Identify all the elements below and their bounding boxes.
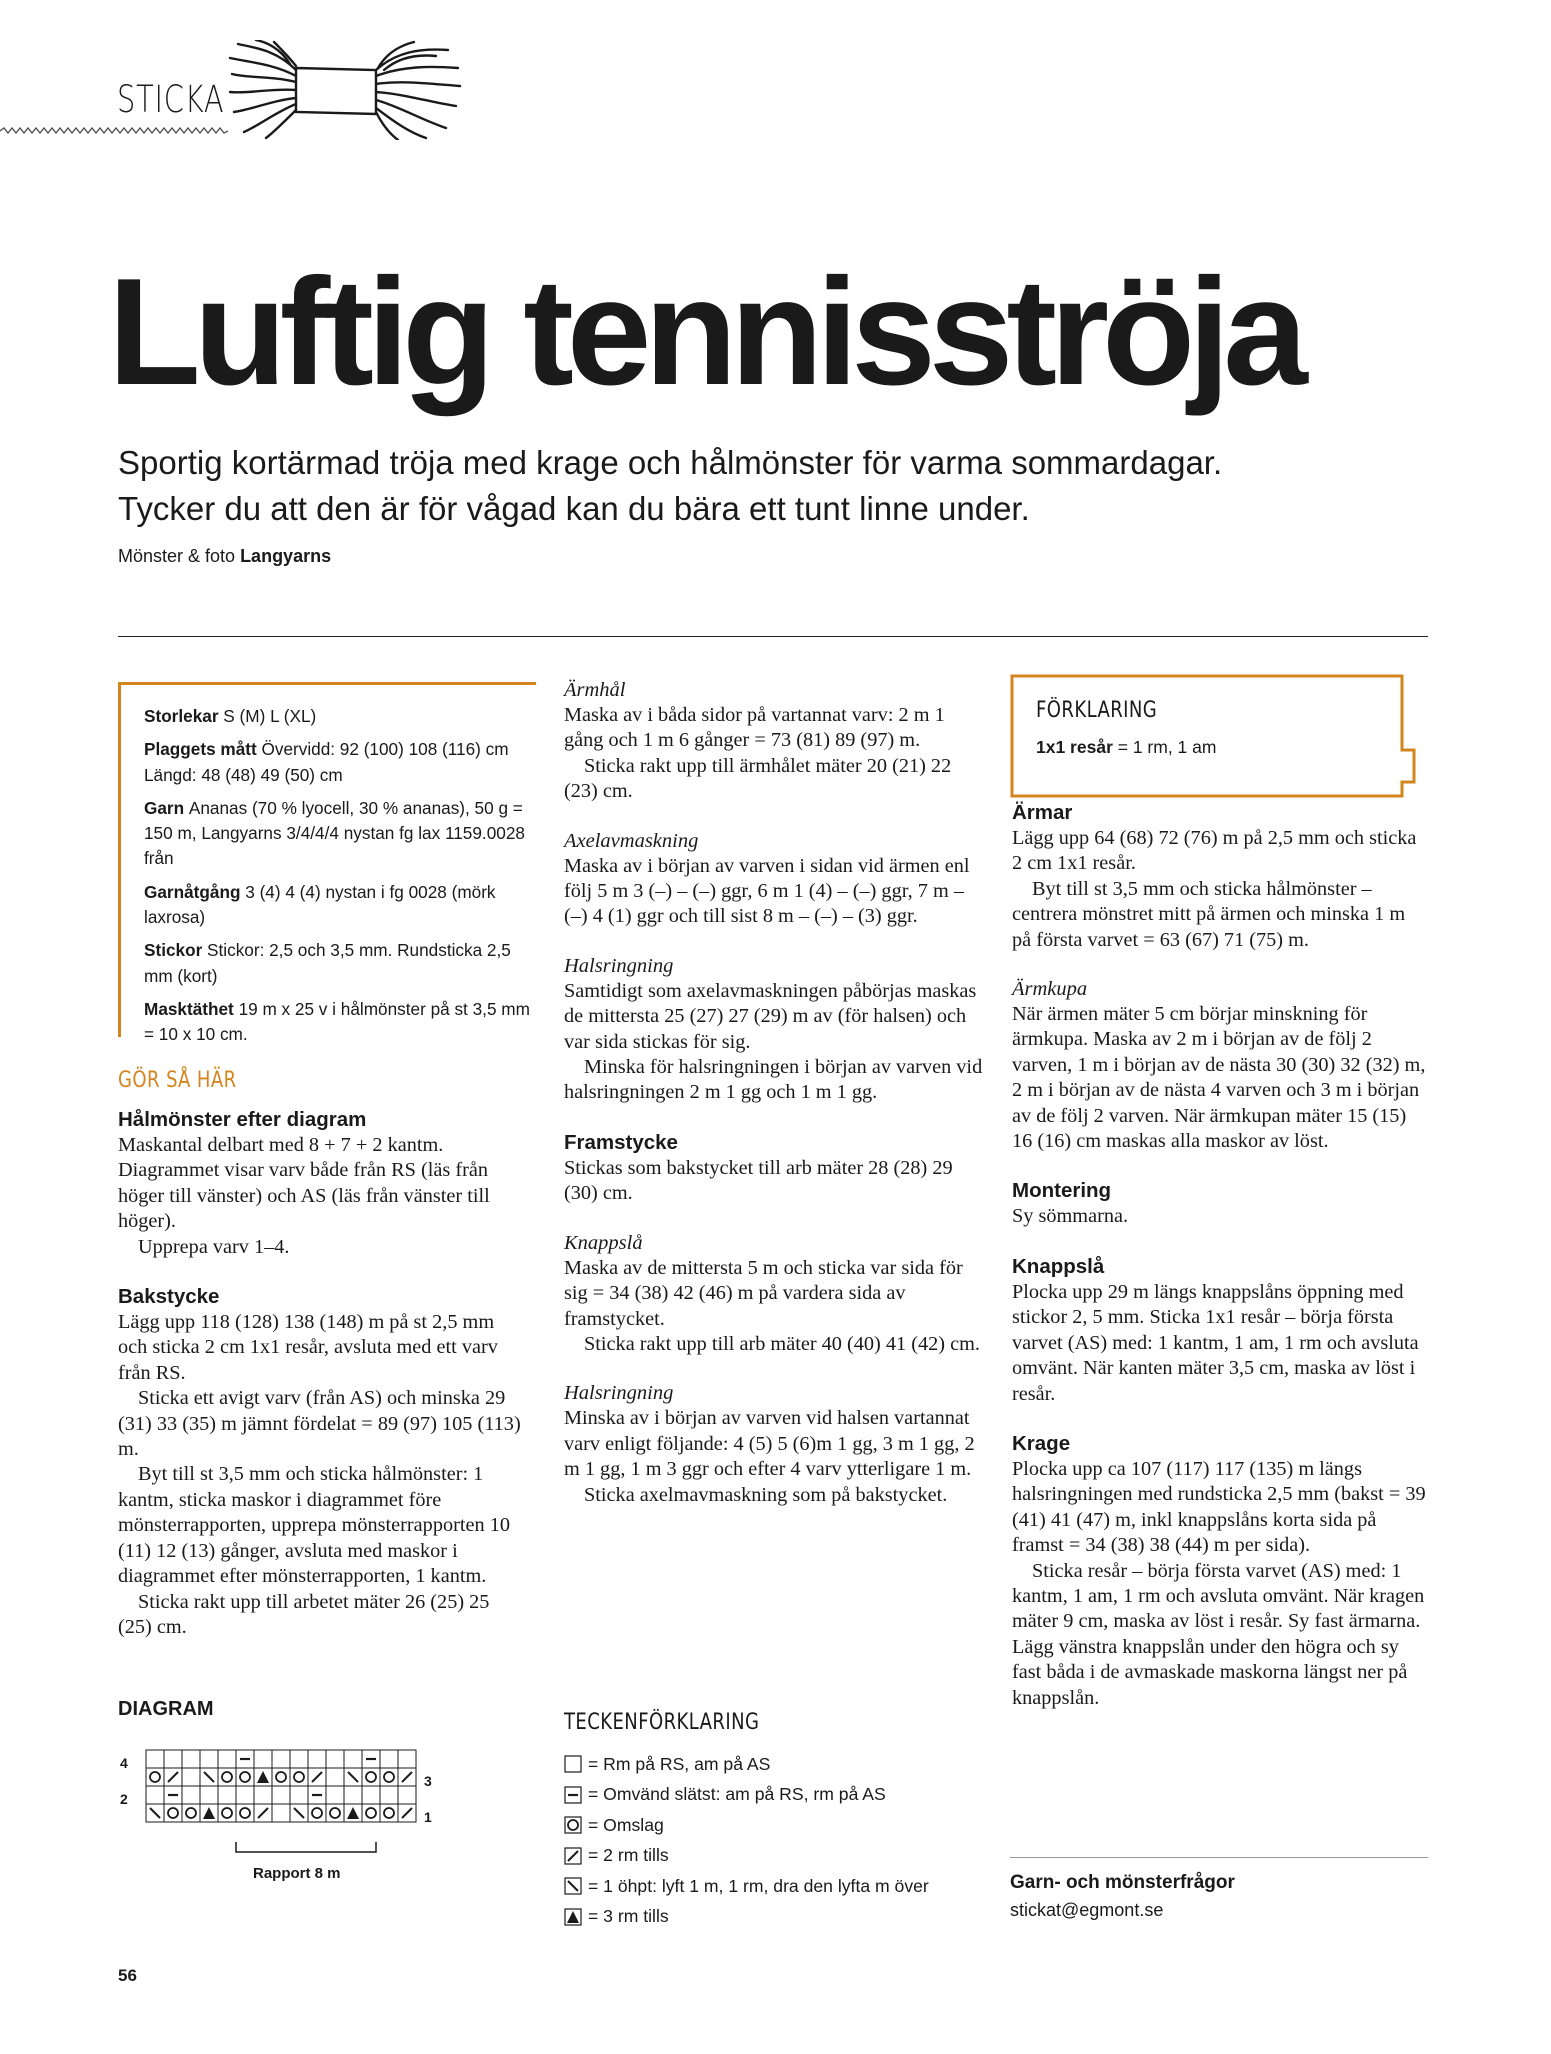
- skp-symbol-icon: [564, 1877, 582, 1895]
- explanation-title: FÖRKLARING: [1036, 698, 1158, 723]
- heading-button-band: Knappslå: [1012, 1254, 1105, 1278]
- chart-symbol: [348, 1772, 358, 1782]
- zigzag-divider: [0, 126, 228, 136]
- fact-yarn-amount: Garnåtgång 3 (4) 4 (4) nystan i fg 0028 (mörk laxrosa): [144, 881, 496, 928]
- credit-name: Langyarns: [240, 546, 332, 566]
- fact-yarn: Garn Ananas (70 % lyocell, 30 % ananas), 50 g = 150 m, Langyarns 3/4/4/4 nystan fg lax 1159.0028 från: [144, 797, 525, 869]
- paragraph: Maska av de mittersta 5 m och sticka var sida för sig = 34 (38) 42 (46) m på vardera sida av framstycket.: [564, 1256, 963, 1330]
- legend-item: = 1 öhpt: lyft 1 m, 1 rm, dra den lyfta m över: [564, 1871, 984, 1902]
- credit-prefix: Mönster & foto: [118, 546, 241, 566]
- chart-symbol: [347, 1807, 359, 1819]
- chart-symbol: [366, 1808, 376, 1818]
- subtitle: [118, 440, 1418, 532]
- paragraph: Minska av i början av varven vid halsen vartannat varv enligt följande: 4 (5) 5 (6)m 1 gg, 3 m 1 gg, 2 m 1 gg, 1 m 3 ggr och efter 4 varv ytterligare 1 m.: [564, 1407, 975, 1481]
- knit-symbol-icon: [564, 1755, 582, 1773]
- paragraph: Sticka rakt upp till arbetet mäter 26 (25) 25 (25) cm.: [118, 1590, 490, 1638]
- paragraph: Sticka axelmavmaskning som på bakstycket.: [584, 1483, 948, 1506]
- chart-cell: [326, 1804, 344, 1822]
- explanation-text: 1x1 resår = 1 rm, 1 am: [1036, 737, 1217, 757]
- heading-button-band: Knappslå: [564, 1231, 643, 1254]
- chart-symbol: [312, 1808, 322, 1818]
- chart-cell: [146, 1750, 164, 1768]
- row-label-4: 4: [120, 1755, 128, 1771]
- paragraph: Maska av i början av varven i sidan vid ärmen enl följ 5 m 3 (–) – (–) ggr, 6 m 1 (4) – (–) ggr, 7 m – (–) 4 (1) ggr och till sist 8 m – (–) – (3) ggr.: [564, 854, 970, 928]
- chart-cell: [218, 1804, 236, 1822]
- chart-cell: [164, 1750, 182, 1768]
- heading-shoulder: Axelavmaskning: [564, 829, 699, 852]
- paragraph: Minska för halsringningen i början av varven vid halsringningen 2 m 1 gg och 1 m 1 gg.: [564, 1056, 983, 1104]
- chart-symbol: [204, 1772, 214, 1782]
- chart-symbol: [384, 1808, 394, 1818]
- chart-cell: [182, 1750, 200, 1768]
- heading-neckline: Halsringning: [564, 954, 674, 977]
- legend-item: = 2 rm tills: [564, 1841, 984, 1872]
- chart-cell: [164, 1804, 182, 1822]
- chart-cell: [272, 1786, 290, 1804]
- chart-symbol: [258, 1808, 268, 1818]
- chart-cell: [236, 1768, 254, 1786]
- chart-cell: [398, 1750, 416, 1768]
- chart-cell: [146, 1786, 164, 1804]
- chart-symbol: [312, 1772, 322, 1782]
- subtitle-line-1: Sportig kortärmad tröja med krage och hålmönster för varma sommardagar.: [118, 444, 1223, 481]
- chart-cell: [182, 1768, 200, 1786]
- chart-symbol: [168, 1772, 178, 1782]
- heading-sleeves: Ärmar: [1012, 801, 1073, 824]
- chart-cell: [218, 1750, 236, 1768]
- facts-box-border-left: [118, 682, 121, 1037]
- chart-cell: [380, 1750, 398, 1768]
- paragraph: Sticka ett avigt varv (från AS) och minska 29 (31) 33 (35) m jämnt fördelat = 89 (97) 105 (113) m.: [118, 1387, 521, 1461]
- chart-cell: [362, 1786, 380, 1804]
- chart-symbol: [257, 1771, 269, 1783]
- legend: [564, 1710, 984, 1932]
- credit-line: [118, 546, 331, 567]
- heading-neckline-2: Halsringning: [564, 1382, 674, 1405]
- fact-gauge: Masktäthet 19 m x 25 v i hålmönster på st 3,5 mm = 10 x 10 cm.: [144, 998, 530, 1045]
- column-3: [1012, 800, 1428, 1711]
- questions-title: Garn- och mönsterfrågor: [1010, 1872, 1235, 1893]
- paragraph: Byt till st 3,5 mm och sticka hålmönster: 1 kantm, sticka maskor i diagrammet före mönsterrapporten, upprepa mönsterrapporten 10 (11) 12 (13) gånger, avsluta med maskor i diagrammet efter mönsterrapporten, 1 kantm.: [118, 1463, 510, 1588]
- paragraph: Maska av i båda sidor på vartannat varv: 2 m 1 gång och 1 m 6 gånger = 73 (81) 89 (97) m.: [564, 704, 945, 752]
- legend-item: = Rm på RS, am på AS: [564, 1749, 984, 1780]
- explanation-box: [1010, 674, 1416, 798]
- chart-symbol: [402, 1808, 412, 1818]
- heading-lace-pattern: Hålmönster efter diagram: [118, 1108, 367, 1131]
- facts-box: [118, 682, 538, 1045]
- chart-symbol: [330, 1808, 340, 1818]
- chart-cell: [146, 1768, 164, 1786]
- column-1: [118, 1068, 522, 1640]
- fact-sizes: Storlekar S (M) L (XL): [144, 706, 317, 726]
- chart-symbol: [150, 1808, 160, 1818]
- chart-cell: [218, 1786, 236, 1804]
- paragraph: Lägg upp 118 (128) 138 (148) m på st 2,5 mm och sticka 2 cm 1x1 resår, avsluta med ett varv från RS.: [118, 1311, 498, 1384]
- chart-symbol: [366, 1772, 376, 1782]
- paragraph: Lägg upp 64 (68) 72 (76) m på 2,5 mm och sticka 2 cm 1x1 resår.: [1012, 827, 1417, 875]
- heading-back-piece: Bakstycke: [118, 1285, 220, 1309]
- paragraph: Byt till st 3,5 mm och sticka hålmönster – centrera mönstret mitt på ärmen och minska 1 m på första varvet = 63 (67) 71 (75) m.: [1012, 877, 1406, 951]
- yarn-skein-icon: [226, 40, 462, 140]
- chart-symbol: [186, 1808, 196, 1818]
- contact-email[interactable]: stickat@egmont.se: [1010, 1900, 1164, 1920]
- repeat-label: Rapport 8 m: [253, 1865, 341, 1882]
- chart-cell: [326, 1768, 344, 1786]
- paragraph: Sticka resår – börja första varvet (AS) med: 1 kantm, 1 am, 1 rm och avsluta omvänt. När kragen mäter 9 cm, maska av löst i resår. Sy fast ärmarna. Lägg vänstra knappslån under den högra och sy fast båda i de avmaskade maskorna längst ner på knappslån.: [1012, 1559, 1425, 1709]
- paragraph: Stickas som bakstycket till arb mäter 28 (28) 29 (30) cm.: [564, 1156, 953, 1205]
- chart-cell: [236, 1804, 254, 1822]
- chart-cell: [236, 1786, 254, 1804]
- chart-symbol: [203, 1807, 215, 1819]
- heading-front-piece: Framstycke: [564, 1130, 678, 1154]
- heading-assembly: Montering: [1012, 1179, 1112, 1203]
- chart-cell: [290, 1786, 308, 1804]
- chart-symbol: [150, 1772, 160, 1782]
- chart-cell: [326, 1786, 344, 1804]
- paragraph: Upprepa varv 1–4.: [138, 1235, 290, 1258]
- chart-symbol: [240, 1772, 250, 1782]
- chart-cell: [380, 1786, 398, 1804]
- section-heading-instructions: GÖR SÅ HÄR: [118, 1068, 237, 1093]
- k3tog-symbol-icon: [564, 1908, 582, 1926]
- chart-cell: [362, 1804, 380, 1822]
- knitting-chart: [118, 1740, 448, 1890]
- column-2: [564, 678, 984, 1508]
- chart-cell: [290, 1768, 308, 1786]
- heading-armhole: Ärmhål: [564, 679, 626, 701]
- row-label-2: 2: [120, 1791, 128, 1807]
- chart-cell: [290, 1750, 308, 1768]
- chart-cell: [398, 1786, 416, 1804]
- paragraph: När ärmen mäter 5 cm börjar minskning för ärmkupa. Maska av 2 m i början av de följ 2 varven, 1 m i början av de nästa 30 (30) 32 (32) m, 2 m i början av de nästa 4 varven och 3 m i början av de följ 2 varven. När ärmkupan mäter 15 (15) 16 (16) cm maskas alla maskor av löst.: [1012, 1003, 1426, 1153]
- chart-cell: [272, 1750, 290, 1768]
- row-label-3: 3: [424, 1773, 432, 1789]
- chart-cell: [272, 1768, 290, 1786]
- chart-symbol: [294, 1808, 304, 1818]
- chart-cell: [326, 1750, 344, 1768]
- divider: [118, 636, 1428, 637]
- page-number: 56: [118, 1966, 137, 1985]
- chart-cell: [362, 1768, 380, 1786]
- k2tog-symbol-icon: [564, 1847, 582, 1865]
- paragraph: Maskantal delbart med 8 + 7 + 2 kantm. Diagrammet visar varv både från RS (läs från höger till vänster) och AS (läs från vänster till höger).: [118, 1134, 490, 1233]
- fact-needles: Stickor Stickor: 2,5 och 3,5 mm. Rundsticka 2,5 mm (kort): [144, 940, 511, 986]
- chart-cell: [254, 1750, 272, 1768]
- chart-cell: [200, 1786, 218, 1804]
- section-label: STICKA: [117, 78, 225, 121]
- row-label-1: 1: [424, 1809, 432, 1825]
- chart-cell: [182, 1786, 200, 1804]
- page-title: Luftig tennisströja: [108, 247, 1301, 417]
- paragraph: Sticka rakt upp till ärmhålet mäter 20 (21) 22 (23) cm.: [564, 754, 952, 803]
- facts-box-border-top: [118, 682, 536, 685]
- paragraph: Plocka upp 29 m längs knappslåns öppning med stickor 2, 5 mm. Sticka 1x1 resår – börja första varvet (AS) med: 1 kantm, 1 am, 1 rm och avsluta omvänt. När kanten mäter 3,5 cm, maska av löst i resår.: [1012, 1280, 1419, 1405]
- legend-title: TECKENFÖRKLARING: [564, 1710, 760, 1735]
- chart-symbol: [222, 1772, 232, 1782]
- chart-cell: [344, 1750, 362, 1768]
- heading-sleeve-cap: Ärmkupa: [1012, 978, 1088, 1001]
- chart-symbol: [240, 1808, 250, 1818]
- chart-symbol: [168, 1808, 178, 1818]
- chart-cell: [308, 1804, 326, 1822]
- chart-cell: [380, 1768, 398, 1786]
- chart-symbol: [276, 1772, 286, 1782]
- paragraph: Sticka rakt upp till arb mäter 40 (40) 41 (42) cm.: [584, 1332, 980, 1355]
- heading-collar: Krage: [1012, 1431, 1071, 1455]
- chart-symbol: [402, 1772, 412, 1782]
- diagram-title: DIAGRAM: [118, 1698, 214, 1720]
- legend-item: = Omslag: [564, 1810, 984, 1841]
- chart-symbol: [384, 1772, 394, 1782]
- chart-cell: [218, 1768, 236, 1786]
- chart-cell: [182, 1804, 200, 1822]
- fact-measurements: Plaggets mått Övervidd: 92 (100) 108 (116) cm Längd: 48 (48) 49 (50) cm: [144, 739, 509, 785]
- chart-symbol: [222, 1808, 232, 1818]
- yarn-over-symbol-icon: [564, 1816, 582, 1834]
- chart-cell: [308, 1750, 326, 1768]
- divider: [1010, 1857, 1428, 1858]
- chart-cell: [344, 1786, 362, 1804]
- chart-cell: [380, 1804, 398, 1822]
- legend-item: = 3 rm tills: [564, 1902, 984, 1933]
- purl-symbol-icon: [564, 1786, 582, 1804]
- paragraph: Samtidigt som axelavmaskningen påbörjas maskas de mittersta 25 (27) 27 (29) m av (för halsen) och var sida stickas för sig.: [564, 979, 977, 1053]
- chart-cell: [272, 1804, 290, 1822]
- chart-symbol: [294, 1772, 304, 1782]
- legend-item: = Omvänd slätst: am på RS, rm på AS: [564, 1780, 984, 1811]
- chart-cell: [200, 1750, 218, 1768]
- subtitle-line-2: Tycker du att den är för vågad kan du bära ett tunt linne under.: [118, 490, 1030, 527]
- paragraph: Sy sömmarna.: [1012, 1205, 1129, 1228]
- chart-cell: [254, 1786, 272, 1804]
- paragraph: Plocka upp ca 107 (117) 117 (135) m längs halsringningen med rundsticka 2,5 mm (bakst = 39 (41) 41 (47) m, inkl knappslåns korta sida på framst = 34 (38) 38 (44) m per sida).: [1012, 1457, 1426, 1557]
